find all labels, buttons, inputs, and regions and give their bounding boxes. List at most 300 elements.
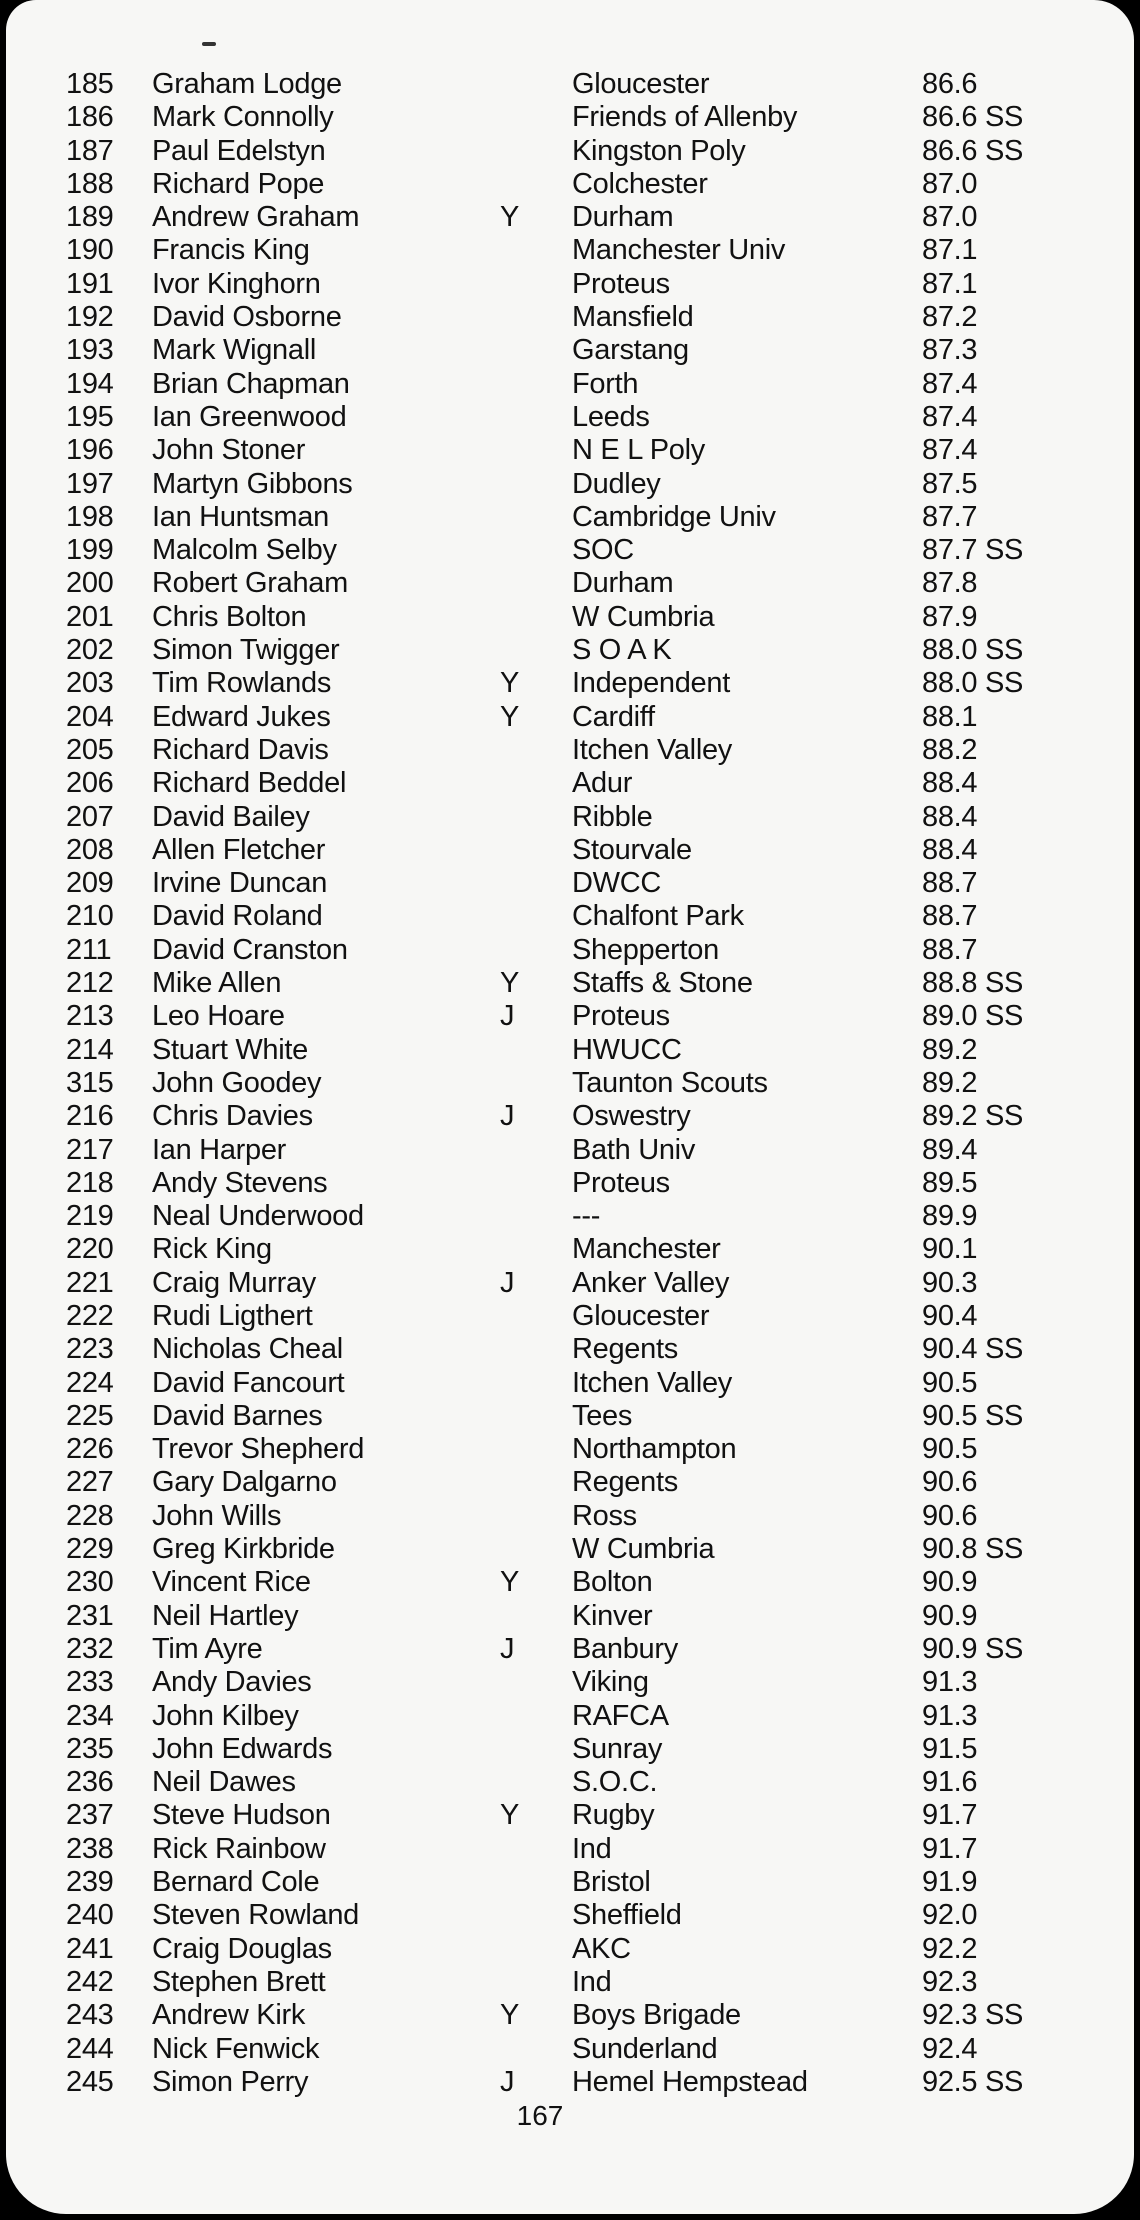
entry-number: 187: [66, 134, 114, 167]
entry-number: 220: [66, 1233, 114, 1266]
club-name: Kinver: [572, 1599, 653, 1632]
ink-mark: [202, 42, 216, 46]
entry-number: 201: [66, 600, 114, 633]
competitor-name: Brian Chapman: [152, 367, 350, 400]
category-flag: Y: [500, 1799, 520, 1832]
competitor-name: Bernard Cole: [152, 1866, 320, 1899]
result-time: 88.2: [922, 733, 978, 766]
club-name: Taunton Scouts: [572, 1066, 768, 1099]
club-name: Proteus: [572, 1000, 670, 1033]
club-name: Friends of Allenby: [572, 101, 798, 134]
competitor-name: Ian Huntsman: [152, 500, 329, 533]
club-name: Chalfont Park: [572, 900, 744, 933]
entry-number: 200: [66, 567, 114, 600]
competitor-name: David Osborne: [152, 301, 342, 334]
result-row: [6, 1966, 1134, 1999]
club-name: Proteus: [572, 1166, 670, 1199]
competitor-name: Andrew Kirk: [152, 1999, 306, 2032]
entry-number: 212: [66, 967, 114, 1000]
competitor-name: Francis King: [152, 234, 310, 267]
result-time: 90.5: [922, 1366, 978, 1399]
result-row: [6, 1566, 1134, 1599]
club-name: Sheffield: [572, 1899, 682, 1932]
result-time: 88.7: [922, 933, 978, 966]
result-time: 88.8 SS: [922, 967, 1024, 1000]
competitor-name: Simon Twigger: [152, 634, 340, 667]
result-row: [6, 1200, 1134, 1233]
entry-number: 213: [66, 1000, 114, 1033]
entry-number: 219: [66, 1200, 114, 1233]
result-time: 86.6 SS: [922, 134, 1024, 167]
entry-number: 207: [66, 800, 114, 833]
result-row: [6, 1267, 1134, 1300]
result-row: [6, 1034, 1134, 1067]
club-name: Gloucester: [572, 1299, 710, 1332]
result-row: [6, 268, 1134, 301]
club-name: Itchen Valley: [572, 733, 732, 766]
entry-number: 194: [66, 367, 114, 400]
result-row: [6, 1500, 1134, 1533]
club-name: Kingston Poly: [572, 134, 746, 167]
competitor-name: Richard Beddel: [152, 767, 347, 800]
result-time: 87.1: [922, 234, 978, 267]
result-time: 92.2: [922, 1932, 978, 1965]
result-time: 87.2: [922, 301, 978, 334]
entry-number: 239: [66, 1866, 114, 1899]
result-time: 87.4: [922, 434, 978, 467]
page-footer: [6, 2100, 1134, 2132]
club-name: Bath Univ: [572, 1133, 696, 1166]
result-time: 90.9: [922, 1566, 978, 1599]
club-name: Dudley: [572, 467, 661, 500]
result-row: [6, 135, 1134, 168]
result-time: 90.8 SS: [922, 1533, 1024, 1566]
result-row: [6, 201, 1134, 234]
club-name: S O A K: [572, 634, 672, 667]
entry-number: 221: [66, 1266, 114, 1299]
competitor-name: Neil Dawes: [152, 1766, 296, 1799]
result-row: [6, 68, 1134, 101]
entry-number: 244: [66, 2032, 114, 2065]
entry-number: 210: [66, 900, 114, 933]
competitor-name: Mark Connolly: [152, 101, 334, 134]
result-row: [6, 1633, 1134, 1666]
result-time: 91.3: [922, 1666, 978, 1699]
result-row: [6, 534, 1134, 567]
result-time: 86.6 SS: [922, 101, 1024, 134]
competitor-name: Rick Rainbow: [152, 1832, 326, 1865]
result-row: [6, 900, 1134, 933]
result-row: [6, 1899, 1134, 1932]
competitor-name: David Bailey: [152, 800, 310, 833]
club-name: Ind: [572, 1965, 612, 1998]
club-name: Ribble: [572, 800, 653, 833]
result-time: 87.4: [922, 367, 978, 400]
competitor-name: Neil Hartley: [152, 1599, 299, 1632]
club-name: Mansfield: [572, 301, 694, 334]
club-name: Manchester Univ: [572, 234, 786, 267]
result-row: [6, 301, 1134, 334]
result-time: 88.4: [922, 767, 978, 800]
club-name: Boys Brigade: [572, 1999, 741, 2032]
result-row: [6, 1433, 1134, 1466]
entry-number: 240: [66, 1899, 114, 1932]
result-row: [6, 401, 1134, 434]
competitor-name: Andy Stevens: [152, 1166, 328, 1199]
entry-number: 243: [66, 1999, 114, 2032]
club-name: Cardiff: [572, 700, 655, 733]
result-row: [6, 334, 1134, 367]
entry-number: 228: [66, 1499, 114, 1532]
club-name: Manchester: [572, 1233, 721, 1266]
competitor-name: David Barnes: [152, 1399, 323, 1432]
entry-number: 186: [66, 101, 114, 134]
result-time: 87.3: [922, 334, 978, 367]
competitor-name: Paul Edelstyn: [152, 134, 326, 167]
category-flag: Y: [500, 201, 520, 234]
entry-number: 204: [66, 700, 114, 733]
competitor-name: Chris Bolton: [152, 600, 307, 633]
competitor-name: Malcolm Selby: [152, 534, 337, 567]
club-name: Proteus: [572, 267, 670, 300]
result-time: 89.2: [922, 1066, 978, 1099]
result-row: [6, 1400, 1134, 1433]
competitor-name: Nicholas Cheal: [152, 1333, 343, 1366]
category-flag: J: [500, 1000, 515, 1033]
club-name: RAFCA: [572, 1699, 669, 1732]
entry-number: 185: [66, 68, 114, 100]
result-row: [6, 2066, 1134, 2099]
result-row: [6, 767, 1134, 800]
result-row: [6, 1233, 1134, 1266]
result-time: 90.4: [922, 1299, 978, 1332]
result-time: 88.4: [922, 833, 978, 866]
competitor-name: Graham Lodge: [152, 68, 342, 100]
result-time: 91.6: [922, 1766, 978, 1799]
club-name: Itchen Valley: [572, 1366, 732, 1399]
club-name: Staffs & Stone: [572, 967, 753, 1000]
result-row: [6, 234, 1134, 267]
result-row: [6, 567, 1134, 600]
entry-number: 199: [66, 534, 114, 567]
result-time: 88.1: [922, 700, 978, 733]
entry-number: 188: [66, 167, 114, 200]
competitor-name: Craig Douglas: [152, 1932, 332, 1965]
result-time: 89.5: [922, 1166, 978, 1199]
result-time: 88.7: [922, 867, 978, 900]
competitor-name: Tim Rowlands: [152, 667, 332, 700]
entry-number: 230: [66, 1566, 114, 1599]
club-name: Cambridge Univ: [572, 500, 776, 533]
result-time: 87.9: [922, 600, 978, 633]
club-name: Durham: [572, 567, 674, 600]
club-name: Stourvale: [572, 833, 692, 866]
competitor-name: Tim Ayre: [152, 1632, 263, 1665]
results-list: [6, 68, 1134, 2099]
competitor-name: Mike Allen: [152, 967, 282, 1000]
entry-number: 225: [66, 1399, 114, 1432]
category-flag: Y: [500, 667, 520, 700]
result-row: [6, 468, 1134, 501]
result-row: [6, 1999, 1134, 2032]
result-time: 87.5: [922, 467, 978, 500]
competitor-name: John Kilbey: [152, 1699, 299, 1732]
result-time: 90.5 SS: [922, 1399, 1024, 1432]
result-time: 87.0: [922, 201, 978, 234]
club-name: W Cumbria: [572, 1533, 715, 1566]
category-flag: Y: [500, 967, 520, 1000]
competitor-name: Chris Davies: [152, 1100, 313, 1133]
entry-number: 242: [66, 1965, 114, 1998]
club-name: Colchester: [572, 167, 708, 200]
result-time: 89.9: [922, 1200, 978, 1233]
club-name: Tees: [572, 1399, 633, 1432]
result-time: 86.6: [922, 68, 978, 100]
result-row: [6, 1067, 1134, 1100]
entry-number: 196: [66, 434, 114, 467]
result-time: 88.0 SS: [922, 634, 1024, 667]
competitor-name: Steven Rowland: [152, 1899, 359, 1932]
result-time: 91.7: [922, 1799, 978, 1832]
result-row: [6, 1866, 1134, 1899]
category-flag: J: [500, 1266, 515, 1299]
entry-number: 217: [66, 1133, 114, 1166]
entry-number: 211: [66, 933, 112, 966]
category-flag: J: [500, 2065, 515, 2098]
result-row: [6, 1134, 1134, 1167]
result-row: [6, 1367, 1134, 1400]
result-row: [6, 1766, 1134, 1799]
result-row: [6, 501, 1134, 534]
club-name: Ind: [572, 1832, 612, 1865]
result-time: 89.2: [922, 1033, 978, 1066]
entry-number: 189: [66, 201, 114, 234]
entry-number: 233: [66, 1666, 114, 1699]
result-row: [6, 634, 1134, 667]
entry-number: 193: [66, 334, 114, 367]
competitor-name: Allen Fletcher: [152, 833, 326, 866]
entry-number: 222: [66, 1299, 114, 1332]
entry-number: 238: [66, 1832, 114, 1865]
page-number: 167: [516, 2100, 564, 2131]
club-name: W Cumbria: [572, 600, 715, 633]
category-flag: Y: [500, 700, 520, 733]
entry-number: 192: [66, 301, 114, 334]
club-name: Sunderland: [572, 2032, 718, 2065]
result-row: [6, 1167, 1134, 1200]
result-row: [6, 734, 1134, 767]
competitor-name: Richard Pope: [152, 167, 325, 200]
entry-number: 197: [66, 467, 114, 500]
club-name: ---: [572, 1200, 601, 1233]
entry-number: 218: [66, 1166, 114, 1199]
entry-number: 235: [66, 1732, 114, 1765]
result-row: [6, 1833, 1134, 1866]
entry-number: 237: [66, 1799, 114, 1832]
result-time: 92.3: [922, 1965, 978, 1998]
entry-number: 223: [66, 1333, 114, 1366]
category-flag: J: [500, 1100, 515, 1133]
club-name: AKC: [572, 1932, 631, 1965]
result-row: [6, 601, 1134, 634]
result-row: [6, 701, 1134, 734]
result-row: [6, 1300, 1134, 1333]
club-name: Bristol: [572, 1866, 651, 1899]
result-row: [6, 1600, 1134, 1633]
club-name: Sunray: [572, 1732, 663, 1765]
entry-number: 227: [66, 1466, 114, 1499]
club-name: Rugby: [572, 1799, 655, 1832]
club-name: DWCC: [572, 867, 662, 900]
club-name: Oswestry: [572, 1100, 691, 1133]
club-name: Hemel Hempstead: [572, 2065, 808, 2098]
result-row: [6, 2033, 1134, 2066]
result-time: 90.4 SS: [922, 1333, 1024, 1366]
result-time: 89.2 SS: [922, 1100, 1024, 1133]
category-flag: Y: [500, 1999, 520, 2032]
competitor-name: Simon Perry: [152, 2065, 309, 2098]
club-name: Garstang: [572, 334, 689, 367]
result-time: 90.5: [922, 1433, 978, 1466]
competitor-name: Richard Davis: [152, 733, 329, 766]
club-name: Northampton: [572, 1433, 737, 1466]
result-time: 88.7: [922, 900, 978, 933]
competitor-name: Martyn Gibbons: [152, 467, 353, 500]
competitor-name: Craig Murray: [152, 1266, 316, 1299]
competitor-name: John Wills: [152, 1499, 282, 1532]
entry-number: 234: [66, 1699, 114, 1732]
competitor-name: Stephen Brett: [152, 1965, 326, 1998]
result-row: [6, 867, 1134, 900]
result-time: 90.9 SS: [922, 1632, 1024, 1665]
club-name: Banbury: [572, 1632, 678, 1665]
result-time: 87.8: [922, 567, 978, 600]
result-row: [6, 1799, 1134, 1832]
competitor-name: Ian Greenwood: [152, 400, 347, 433]
result-time: 87.7: [922, 500, 978, 533]
club-name: N E L Poly: [572, 434, 705, 467]
entry-number: 231: [66, 1599, 114, 1632]
result-time: 88.0 SS: [922, 667, 1024, 700]
club-name: Bolton: [572, 1566, 653, 1599]
entry-number: 224: [66, 1366, 114, 1399]
club-name: HWUCC: [572, 1033, 682, 1066]
entry-number: 216: [66, 1100, 114, 1133]
result-row: [6, 368, 1134, 401]
club-name: SOC: [572, 534, 634, 567]
club-name: Shepperton: [572, 933, 719, 966]
result-time: 89.4: [922, 1133, 978, 1166]
competitor-name: Steve Hudson: [152, 1799, 331, 1832]
competitor-name: Stuart White: [152, 1033, 308, 1066]
entry-number: 236: [66, 1766, 114, 1799]
competitor-name: Mark Wignall: [152, 334, 316, 367]
club-name: Adur: [572, 767, 633, 800]
club-name: Anker Valley: [572, 1266, 730, 1299]
competitor-name: Ivor Kinghorn: [152, 267, 321, 300]
result-row: [6, 1666, 1134, 1699]
entry-number: 203: [66, 667, 114, 700]
result-time: 91.9: [922, 1866, 978, 1899]
result-time: 90.3: [922, 1266, 978, 1299]
club-name: Leeds: [572, 400, 650, 433]
competitor-name: Edward Jukes: [152, 700, 331, 733]
club-name: Regents: [572, 1466, 678, 1499]
result-time: 87.0: [922, 167, 978, 200]
entry-number: 208: [66, 833, 114, 866]
entry-number: 315: [66, 1066, 114, 1099]
competitor-name: Greg Kirkbride: [152, 1533, 335, 1566]
result-time: 87.4: [922, 400, 978, 433]
result-time: 91.7: [922, 1832, 978, 1865]
result-row: [6, 834, 1134, 867]
result-time: 90.1: [922, 1233, 978, 1266]
competitor-name: David Fancourt: [152, 1366, 345, 1399]
competitor-name: Vincent Rice: [152, 1566, 311, 1599]
entry-number: 245: [66, 2065, 114, 2098]
result-time: 88.4: [922, 800, 978, 833]
club-name: Forth: [572, 367, 639, 400]
result-row: [6, 1733, 1134, 1766]
entry-number: 214: [66, 1033, 114, 1066]
category-flag: Y: [500, 1566, 520, 1599]
entry-number: 191: [66, 267, 114, 300]
result-time: 90.6: [922, 1499, 978, 1532]
result-row: [6, 934, 1134, 967]
entry-number: 232: [66, 1632, 114, 1665]
competitor-name: Robert Graham: [152, 567, 348, 600]
club-name: S.O.C.: [572, 1766, 658, 1799]
result-time: 90.6: [922, 1466, 978, 1499]
competitor-name: Nick Fenwick: [152, 2032, 320, 2065]
result-time: 90.9: [922, 1599, 978, 1632]
competitor-name: John Edwards: [152, 1732, 333, 1765]
result-time: 89.0 SS: [922, 1000, 1024, 1033]
competitor-name: Andy Davies: [152, 1666, 312, 1699]
result-row: [6, 1333, 1134, 1366]
entry-number: 190: [66, 234, 114, 267]
category-flag: J: [500, 1632, 515, 1665]
competitor-name: David Cranston: [152, 933, 348, 966]
result-time: 91.5: [922, 1732, 978, 1765]
club-name: Viking: [572, 1666, 649, 1699]
competitor-name: John Stoner: [152, 434, 306, 467]
entry-number: 229: [66, 1533, 114, 1566]
result-row: [6, 1466, 1134, 1499]
entry-number: 206: [66, 767, 114, 800]
competitor-name: Andrew Graham: [152, 201, 360, 234]
competitor-name: Gary Dalgarno: [152, 1466, 337, 1499]
competitor-name: Rick King: [152, 1233, 272, 1266]
entry-number: 226: [66, 1433, 114, 1466]
result-row: [6, 1933, 1134, 1966]
document-page: [6, 0, 1134, 2214]
result-time: 92.0: [922, 1899, 978, 1932]
entry-number: 241: [66, 1932, 114, 1965]
result-row: [6, 801, 1134, 834]
result-time: 87.1: [922, 267, 978, 300]
competitor-name: Trevor Shepherd: [152, 1433, 365, 1466]
result-row: [6, 1100, 1134, 1133]
entry-number: 209: [66, 867, 114, 900]
result-row: [6, 967, 1134, 1000]
entry-number: 205: [66, 733, 114, 766]
competitor-name: John Goodey: [152, 1066, 322, 1099]
competitor-name: Irvine Duncan: [152, 867, 328, 900]
result-row: [6, 667, 1134, 700]
result-row: [6, 434, 1134, 467]
club-name: Gloucester: [572, 68, 710, 100]
